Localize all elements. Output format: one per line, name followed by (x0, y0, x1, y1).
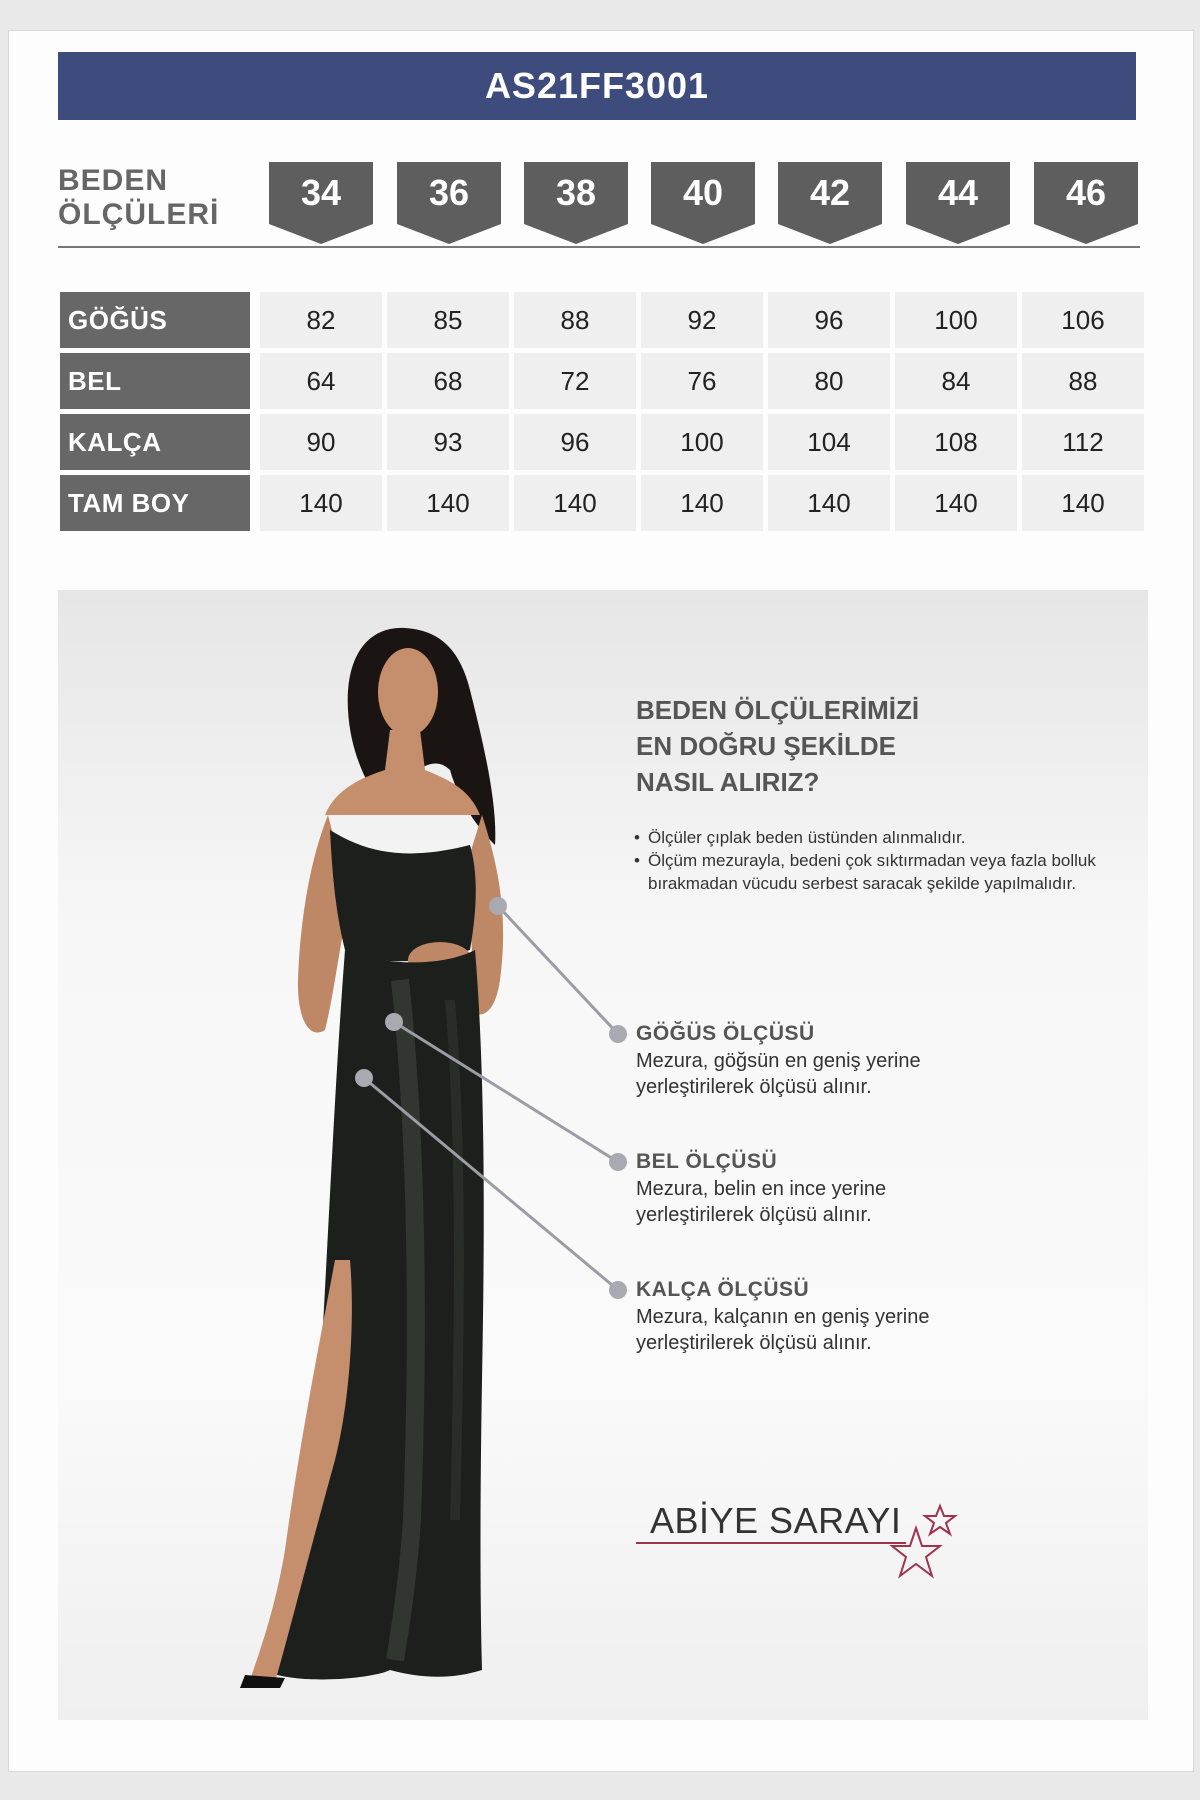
table-cell: 96 (514, 414, 636, 470)
table-cell: 100 (895, 292, 1017, 348)
table-cell: 104 (768, 414, 890, 470)
table-cell: 64 (260, 353, 382, 409)
table-cell: 85 (387, 292, 509, 348)
measurement-notes (634, 826, 1104, 895)
table-cell: 82 (260, 292, 382, 348)
size-tab-label: 42 (809, 172, 851, 213)
waist-marker-dot (385, 1013, 403, 1031)
note-item: • Ölçüler çıplak beden üstünden alınmalıdır. (634, 826, 1104, 849)
hip-measure-desc-1: Mezura, kalçanın en geniş yerine (636, 1306, 930, 1328)
hip-measure-title: KALÇA ÖLÇÜSÜ (636, 1278, 810, 1301)
note-item: • Ölçüm mezurayla, bedeni çok sıktırmadan veya fazla bolluk bırakmadan vücudu serbest saracak şekilde yapılmalıdır. (634, 849, 1104, 895)
product-code: AS21FF3001 (484, 65, 710, 106)
table-cell: 140 (260, 475, 382, 531)
size-title-line-1: BEDEN (58, 164, 169, 197)
table-cell: 76 (641, 353, 763, 409)
row-label-bel: BEL (60, 353, 250, 409)
table-cell: 140 (895, 475, 1017, 531)
table-cell: 72 (514, 353, 636, 409)
table-cell: 88 (514, 292, 636, 348)
chest-measure-desc-2: yerleştirilerek ölçüsü alınır. (636, 1076, 872, 1098)
hip-label-dot (609, 1281, 627, 1299)
hip-measure-block (636, 1278, 1036, 1356)
table-cell: 140 (1022, 475, 1144, 531)
row-label-tam-boy: TAM BOY (60, 475, 250, 531)
chest-measure-block (636, 1022, 1036, 1100)
waist-measure-block (636, 1150, 1036, 1228)
table-cell: 100 (641, 414, 763, 470)
table-cell: 88 (1022, 353, 1144, 409)
size-tab-label: 36 (428, 172, 470, 213)
table-cell: 140 (641, 475, 763, 531)
table-cell: 112 (1022, 414, 1144, 470)
table-cell: 80 (768, 353, 890, 409)
table-cell: 140 (514, 475, 636, 531)
hip-marker-dot (355, 1069, 373, 1087)
measurement-guide-title (636, 692, 1056, 800)
guide-title-line: NASIL ALIRIZ? (636, 767, 820, 797)
guide-title-line: EN DOĞRU ŞEKİLDE (636, 731, 897, 761)
table-cell: 96 (768, 292, 890, 348)
waist-measure-title: BEL ÖLÇÜSÜ (636, 1150, 778, 1173)
chest-label-dot (609, 1025, 627, 1043)
table-cell: 90 (260, 414, 382, 470)
size-tab-label: 34 (300, 172, 342, 213)
star-logo-icon (880, 1498, 960, 1588)
size-title-line-2: ÖLÇÜLERİ (58, 198, 220, 231)
table-cell: 108 (895, 414, 1017, 470)
waist-label-dot (609, 1153, 627, 1171)
brand-underline (636, 1542, 906, 1544)
table-cell: 92 (641, 292, 763, 348)
table-cell: 84 (895, 353, 1017, 409)
hip-measure-desc-2: yerleştirilerek ölçüsü alınır. (636, 1332, 872, 1354)
size-tab-label: 38 (555, 172, 597, 213)
size-tab-label: 46 (1065, 172, 1107, 213)
chest-measure-desc-1: Mezura, göğsün en geniş yerine (636, 1050, 921, 1072)
table-cell: 140 (387, 475, 509, 531)
chest-marker-dot (489, 897, 507, 915)
size-tab-label: 44 (937, 172, 979, 213)
waist-measure-desc-2: yerleştirilerek ölçüsü alınır. (636, 1204, 872, 1226)
waist-measure-desc-1: Mezura, belin en ince yerine (636, 1178, 887, 1200)
table-cell: 140 (768, 475, 890, 531)
table-cell: 68 (387, 353, 509, 409)
size-tab-label: 40 (682, 172, 724, 213)
guide-title-line: BEDEN ÖLÇÜLERİMİZİ (636, 695, 920, 725)
brand-logo-text: ABİYE SARAYI (650, 1500, 902, 1541)
row-label-kalca: KALÇA (60, 414, 250, 470)
table-cell: 106 (1022, 292, 1144, 348)
table-cell: 93 (387, 414, 509, 470)
chest-measure-title: GÖĞÜS ÖLÇÜSÜ (636, 1022, 815, 1045)
row-label-gogus: GÖĞÜS (60, 292, 250, 348)
